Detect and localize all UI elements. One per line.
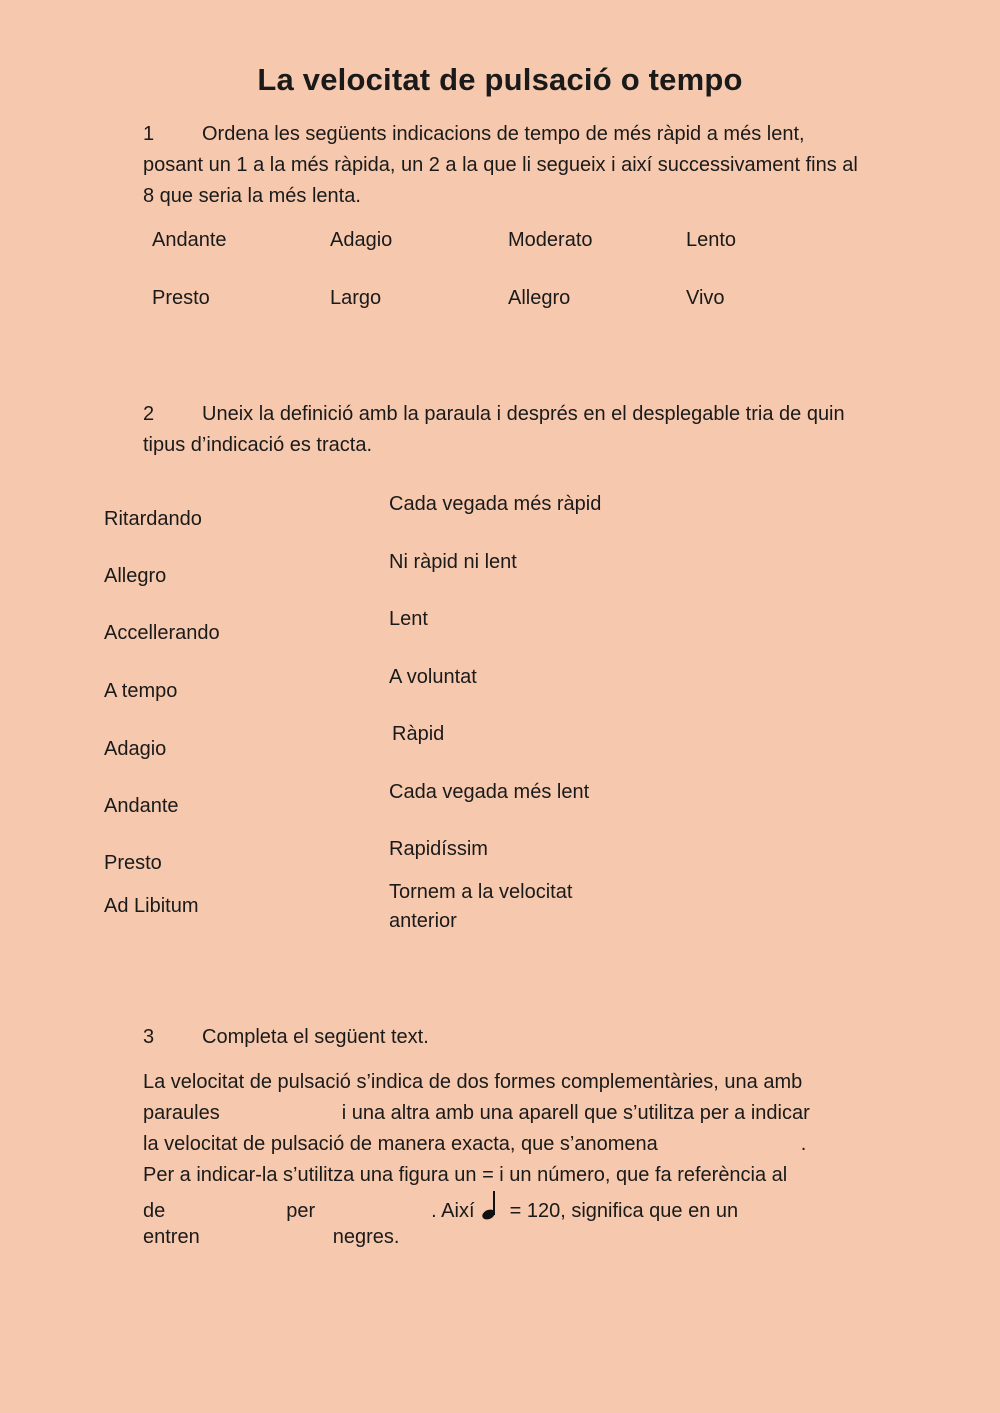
cloze-line-6: [143, 1222, 399, 1253]
match-word[interactable]: Accellerando: [104, 622, 220, 644]
cloze-text: = 120, significa que en un: [509, 1200, 739, 1222]
match-word[interactable]: Ad Libitum: [104, 895, 199, 917]
match-definition[interactable]: Cada vegada més ràpid: [389, 493, 602, 515]
match-word[interactable]: Allegro: [104, 565, 167, 587]
match-word[interactable]: Andante: [104, 795, 179, 817]
cloze-text: paraules: [143, 1102, 220, 1124]
exercise-3-instruction: [143, 1022, 429, 1053]
tempo-word-4[interactable]: Lento: [686, 229, 737, 251]
match-word[interactable]: Presto: [104, 852, 162, 874]
tempo-word-6[interactable]: Largo: [330, 287, 382, 309]
page-title: La velocitat de pulsació o tempo: [257, 62, 743, 97]
quarter-note-icon: [480, 1191, 504, 1221]
match-definition[interactable]: Tornem a la velocitat: [389, 881, 573, 903]
cloze-line-3: [143, 1129, 806, 1160]
match-word[interactable]: Ritardando: [104, 508, 202, 530]
match-definition[interactable]: Rapidíssim: [389, 838, 488, 860]
cloze-text: i una altra amb una aparell que s’utilitza per a indicar: [341, 1102, 810, 1124]
exercise-3-number: 3: [143, 1026, 155, 1048]
match-word[interactable]: A tempo: [104, 680, 178, 702]
cloze-text: negres.: [332, 1226, 400, 1248]
cloze-line-2: [143, 1098, 810, 1129]
cloze-text: de: [143, 1200, 166, 1222]
tempo-word-3[interactable]: Moderato: [508, 229, 593, 251]
match-definition[interactable]: Ràpid: [392, 723, 445, 745]
exercise-3-text: Completa el següent text.: [202, 1026, 429, 1048]
match-definition-continuation: anterior: [389, 910, 457, 932]
cloze-text: . Així: [431, 1200, 475, 1222]
cloze-line-4: Per a indicar-la s’utilitza una figura un = i un número, que fa referència al: [143, 1164, 788, 1186]
tempo-word-8[interactable]: Vivo: [686, 287, 725, 309]
match-definition[interactable]: A voluntat: [389, 666, 477, 688]
exercise-2-number: 2: [143, 403, 155, 425]
tempo-word-7[interactable]: Allegro: [508, 287, 571, 309]
tempo-word-2[interactable]: Adagio: [330, 229, 393, 251]
match-word[interactable]: Adagio: [104, 738, 167, 760]
exercise-1-instruction: [143, 119, 863, 212]
tempo-word-5[interactable]: Presto: [152, 287, 210, 309]
exercise-2-text: Uneix la definició amb la paraula i després en el desplegable tria de quin tipus d’indicació es tracta.: [143, 403, 845, 456]
cloze-text: la velocitat de pulsació de manera exacta, que s’anomena: [143, 1133, 658, 1155]
match-definition[interactable]: Ni ràpid ni lent: [389, 551, 517, 573]
cloze-text: .: [800, 1133, 807, 1155]
exercise-1-text: Ordena les següents indicacions de tempo de més ràpid a més lent, posant un 1 a la més ràpida, un 2 a la que li segueix i així successivament fins al 8 que seria la més lenta.: [143, 123, 858, 207]
match-definition[interactable]: Cada vegada més lent: [389, 781, 590, 803]
cloze-line-1: La velocitat de pulsació s’indica de dos formes complementàries, una amb: [143, 1071, 803, 1093]
exercise-1-number: 1: [143, 123, 155, 145]
cloze-text: entren: [143, 1226, 200, 1248]
match-definition[interactable]: Lent: [389, 608, 428, 630]
tempo-word-1[interactable]: Andante: [152, 229, 227, 251]
cloze-text: per: [286, 1200, 316, 1222]
exercise-2-instruction: [143, 399, 848, 461]
